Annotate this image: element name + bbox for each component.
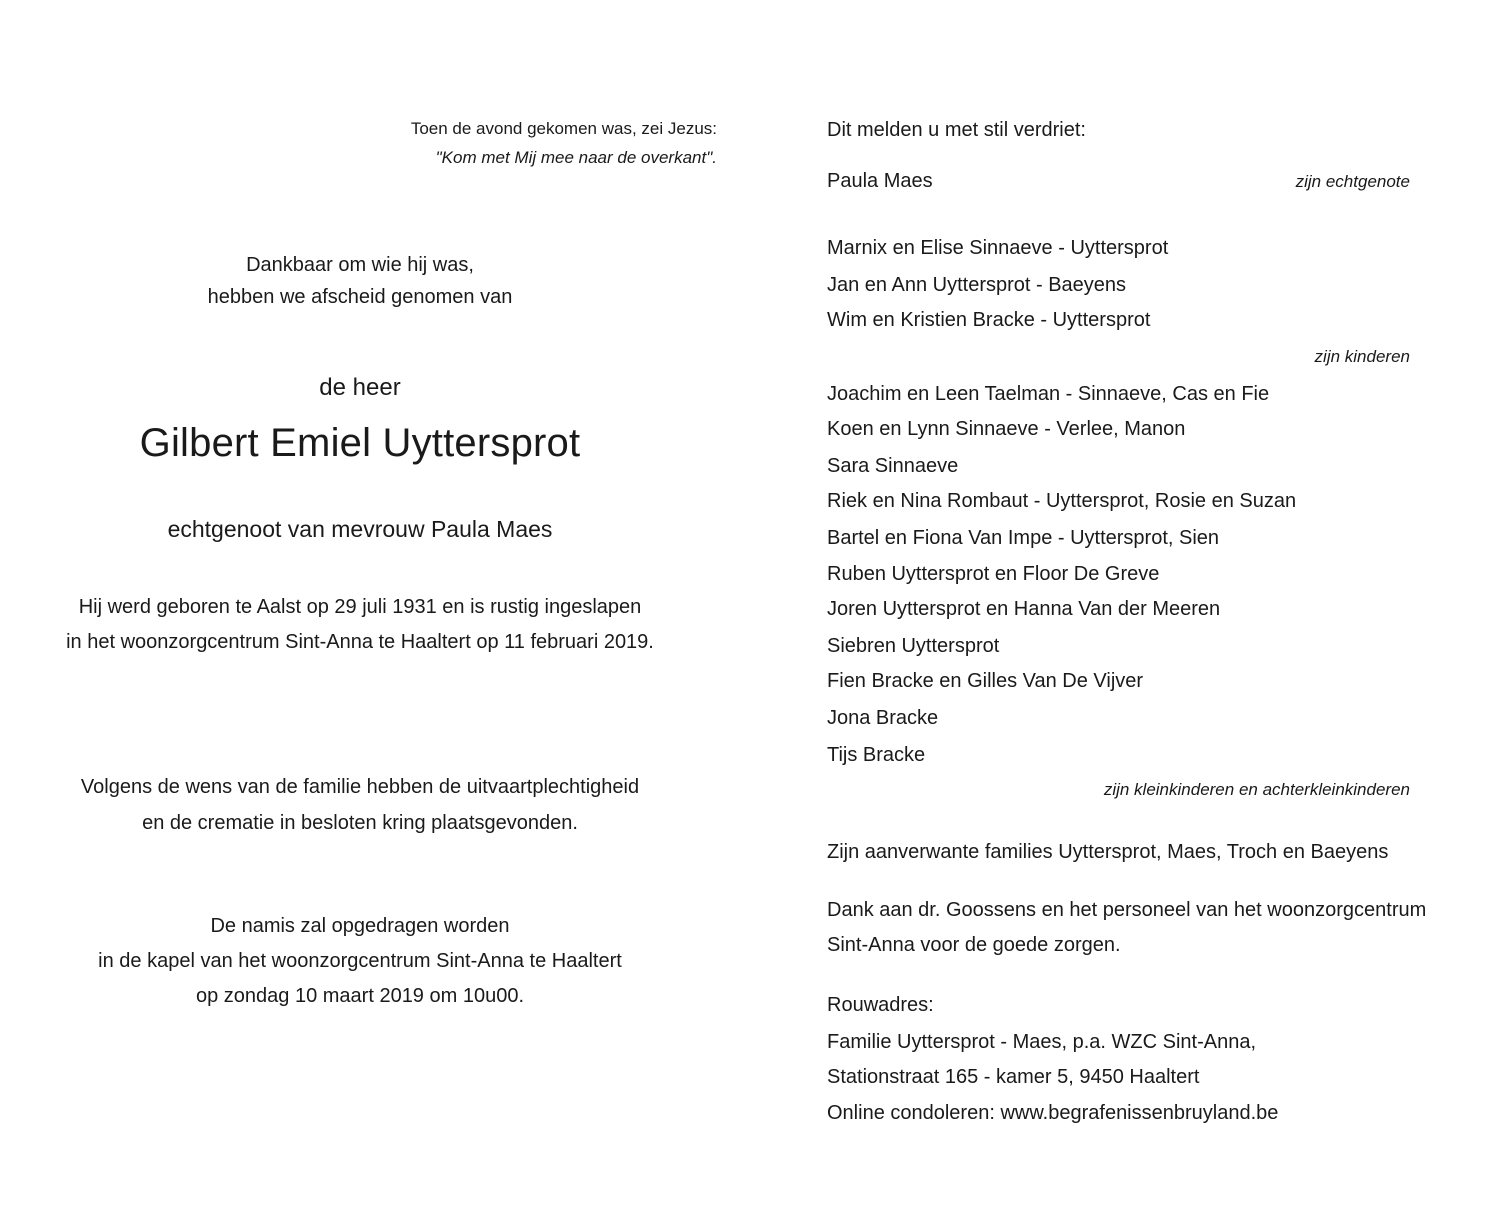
grandchild-entry: Riek en Nina Rombaut - Uyttersprot, Rosie en Suzan <box>827 490 1297 512</box>
grandchild-entry: Bartel en Fiona Van Impe - Uyttersprot, Sien <box>827 527 1220 549</box>
mass-line-2: in de kapel van het woonzorgcentrum Sint-Anna te Haaltert <box>98 950 622 972</box>
thanks-intro-line-1: Dankbaar om wie hij was, <box>246 254 474 276</box>
mass-line-3: op zondag 10 maart 2019 om 10u00. <box>195 985 525 1007</box>
honorific: de heer <box>319 374 401 401</box>
spouse-name: Paula Maes <box>827 170 933 192</box>
grandchild-entry: Tijs Bracke <box>827 744 926 766</box>
address-line-1: Familie Uyttersprot - Maes, p.a. WZC Sint-Anna, <box>827 1031 1257 1053</box>
grandchild-entry: Siebren Uyttersprot <box>827 635 1000 657</box>
wish-line-2: en de crematie in besloten kring plaatsgevonden. <box>142 812 578 834</box>
children-role: zijn kinderen <box>1314 347 1410 366</box>
mass-line-1: De namis zal opgedragen worden <box>210 915 510 937</box>
grandchild-entry: Jona Bracke <box>827 707 939 729</box>
deceased-name: Gilbert Emiel Uyttersprot <box>139 421 581 465</box>
announcement-intro: Dit melden u met stil verdriet: <box>827 119 1086 141</box>
address-line-2: Stationstraat 165 - kamer 5, 9450 Haaltert <box>827 1066 1200 1088</box>
birth-line-2: in het woonzorgcentrum Sint-Anna te Haaltert op 11 februari 2019. <box>66 631 654 653</box>
online-condolence: Online condoleren: www.begrafenissenbruyland.be <box>827 1102 1279 1124</box>
grandchildren-role: zijn kleinkinderen en achterkleinkinderen <box>1103 780 1410 799</box>
grandchild-entry: Ruben Uyttersprot en Floor De Greve <box>827 563 1160 585</box>
spouse-role: zijn echtgenote <box>1295 172 1410 191</box>
quote-line-2: "Kom met Mij mee naar de overkant". <box>435 148 717 167</box>
spouse-line: echtgenoot van mevrouw Paula Maes <box>167 516 553 542</box>
wish-line-1: Volgens de wens van de familie hebben de uitvaartplechtigheid <box>80 776 640 798</box>
birth-line-1: Hij werd geboren te Aalst op 29 juli 1931 en is rustig ingeslapen <box>78 596 642 618</box>
child-entry: Marnix en Elise Sinnaeve - Uyttersprot <box>827 237 1169 259</box>
thanks-line-1: Dank aan dr. Goossens en het personeel van het woonzorgcentrum <box>827 899 1427 921</box>
grandchild-entry: Joren Uyttersprot en Hanna Van der Meeren <box>827 598 1221 620</box>
grandchild-entry: Koen en Lynn Sinnaeve - Verlee, Manon <box>827 418 1186 440</box>
grandchild-entry: Sara Sinnaeve <box>827 455 959 477</box>
address-label: Rouwadres: <box>827 994 934 1016</box>
thanks-line-2: Sint-Anna voor de goede zorgen. <box>827 934 1121 956</box>
grandchild-entry: Joachim en Leen Taelman - Sinnaeve, Cas en Fie <box>827 383 1270 405</box>
related-families: Zijn aanverwante families Uyttersprot, Maes, Troch en Baeyens <box>827 841 1389 863</box>
child-entry: Wim en Kristien Bracke - Uyttersprot <box>827 309 1151 331</box>
quote-line-1: Toen de avond gekomen was, zei Jezus: <box>410 119 717 138</box>
child-entry: Jan en Ann Uyttersprot - Baeyens <box>827 274 1127 296</box>
grandchild-entry: Fien Bracke en Gilles Van De Vijver <box>827 670 1144 692</box>
thanks-intro-line-2: hebben we afscheid genomen van <box>207 286 513 308</box>
